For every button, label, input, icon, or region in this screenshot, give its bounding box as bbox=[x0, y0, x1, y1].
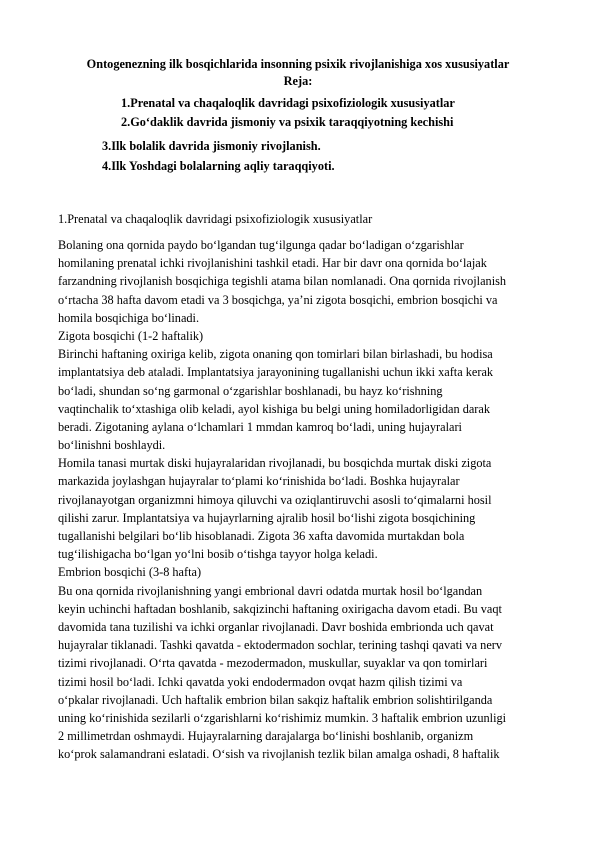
body-line: bo‘linishni boshlaydi. bbox=[58, 438, 166, 453]
body-line: homilaning prenatal ichki rivojlanishini tashkil etadi. Har bir davr ona qornida bo‘lajak bbox=[58, 256, 487, 271]
body-line: davomida tana tuzilishi va ichki organlar rivojlanadi. Davr boshida embrionda uch qavat bbox=[58, 619, 494, 634]
body-line: vaqtinchalik to‘xtashiga olib keladi, ayol kishiga bu belgi uning homiladorligidan darak bbox=[58, 401, 491, 416]
body-text bbox=[58, 236, 558, 763]
body-line: uning ko‘rinishida sezilarli o‘zgarishlarni ko‘rishimiz mumkin. 3 haftalik embrion uzunligi bbox=[58, 710, 507, 725]
body-line: tugallanishi belgilari bo‘lib hisoblanadi. Zigota 36 xafta davomida murtakdan bola bbox=[58, 529, 465, 543]
plan-item-4: 4.Ilk Yoshdagi bolalarning aqliy taraqqiyoti. bbox=[102, 159, 335, 173]
body-line: tizimi hosil bo‘ladi. Ichki qavatda yoki endodermadon ovqat hazm qilish tizimi va bbox=[58, 674, 463, 689]
body-line: implantatsiya deb ataladi. Implantatsiya jarayonining tugallanishi uchun ikki xafta kerak bbox=[58, 365, 494, 380]
body-line: tug‘ilishigacha bo‘lgan yo‘lni bosib o‘tishga tayyor holga keladi. bbox=[58, 547, 378, 562]
body-line: beradi. Zigotaning aylana o‘lchamlari 1 mmdan kamroq bo‘ladi, uning hujayralari bbox=[58, 419, 462, 434]
document-title: Ontogenezning ilk bosqichlarida insonning psixik rivojlanishiga xos xususiyatlar bbox=[86, 57, 510, 71]
plan-item-2: 2.Go‘daklik davrida jismoniy va psixik taraqqiyotning kechishi bbox=[121, 115, 454, 129]
body-line: Bu ona qornida rivojlanishning yangi embrional davri odatda murtak hosil bo‘lgandan bbox=[58, 583, 483, 598]
body-line: qilishi zarur. Implantatsiya va hujayrlarning ajralib hosil bo‘lishi zigota bosqichining bbox=[58, 510, 476, 525]
body-line: homila bosqichiga bo‘linadi. bbox=[58, 310, 200, 325]
body-line: ko‘prok salamandrani eslatadi. O‘sish va rivojlanish tezlik bilan amalga oshadi, 8 haftalik bbox=[58, 747, 500, 762]
body-line: rivojlanayotgan organizmni himoya qiluvchi va oziqlantiruvchi asosli to‘qimalarni hosil bbox=[58, 492, 492, 507]
body-line: farzandning rivojlanish bosqichiga tegishli atama bilan nomlanadi. Ona qornida rivojlanish bbox=[58, 274, 507, 289]
body-line: o‘rtacha 38 hafta davom etadi va 3 bosqichga, ya’ni zigota bosqichi, embrion bosqichi va bbox=[58, 292, 498, 307]
body-line: keyin uchinchi haftadan boshlanib, sakqizinchi haftaning oxirigacha davom etadi. Bu vaqt bbox=[58, 601, 502, 616]
body-line: Birinchi haftaning oxiriga kelib, zigota onaning qon tomirlari bilan birlashadi, bu hodisa bbox=[58, 347, 493, 362]
body-line: Homila tanasi murtak diski hujayralaridan rivojlanadi, bu bosqichda murtak diski zigota bbox=[58, 456, 492, 471]
body-line: Bolaning ona qornida paydo bo‘lgandan tug‘ilgunga qadar bo‘ladigan o‘zgarishlar bbox=[58, 238, 464, 252]
body-line: bo‘ladi, shundan so‘ng garmonal o‘zgarishlar boshlanadi, bu hayz ko‘rishning bbox=[58, 383, 443, 398]
body-line: Zigota bosqichi (1-2 haftalik) bbox=[58, 328, 204, 343]
plan-item-3: 3.Ilk bolalik davrida jismoniy rivojlanish. bbox=[102, 139, 321, 153]
body-line: markazida joylashgan hujayralar to‘plami ko‘rinishida bo‘ladi. Boshka hujayralar bbox=[58, 474, 460, 489]
body-line: 2 millimetrdan oshmaydi. Hujayralarning darajalarga bo‘linishi boshlanib, organizm bbox=[58, 729, 474, 744]
body-line: Embrion bosqichi (3-8 hafta) bbox=[58, 565, 202, 580]
body-line: hujayralar tiklanadi. Tashki qavatda - ektodermadon sochlar, terining tashqi qavati va nerv bbox=[58, 638, 503, 653]
body-line: tizimi rivojlanadi. O‘rta qavatda - mezodermadon, muskullar, suyaklar va qon tomirlari bbox=[58, 656, 488, 671]
body-line: o‘pkalar rivojlanadi. Uch haftalik embrion bilan sakqiz haftalik embrion solishtirilganda bbox=[58, 692, 493, 707]
plan-label: Reja: bbox=[283, 74, 313, 88]
plan-item-1: 1.Prenatal va chaqaloqlik davridagi psixofiziologik xususiyatlar bbox=[121, 96, 455, 110]
section-heading: 1.Prenatal va chaqaloqlik davridagi psixofiziologik xususiyatlar bbox=[58, 212, 373, 226]
